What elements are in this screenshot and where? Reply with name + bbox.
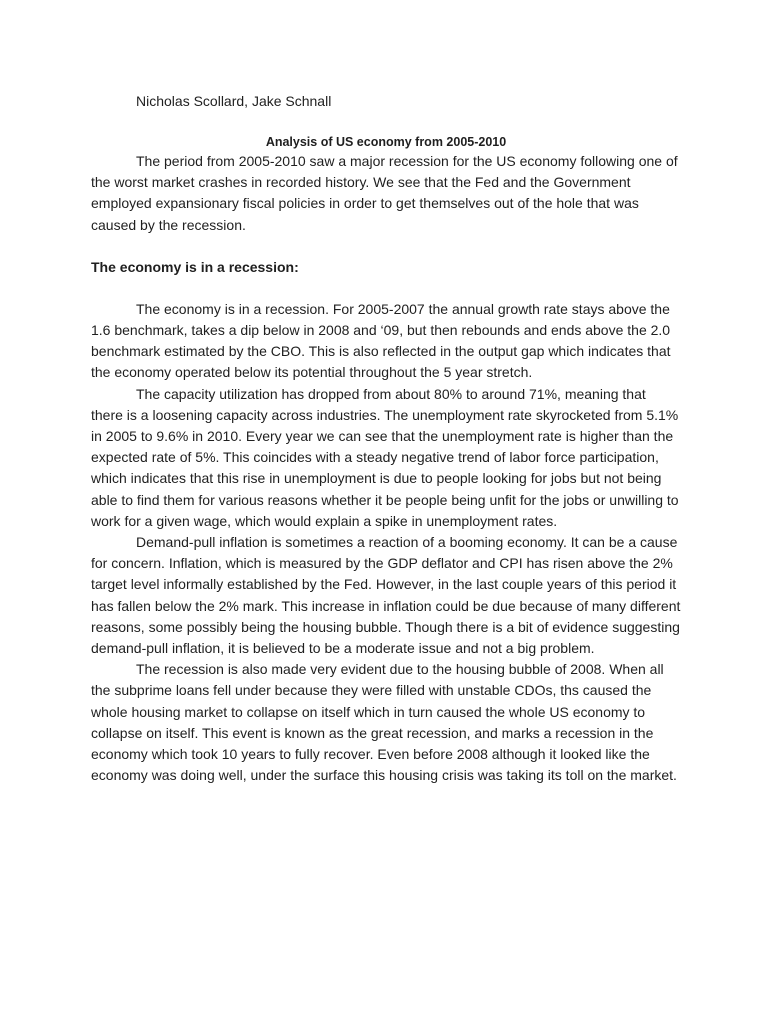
body-paragraph-inflation: Demand-pull inflation is sometimes a reaction of a booming economy. It can be a cause for concern. Inflation, which is measured by the GDP deflator and CPI has risen above the 2% target level informally established by the Fed. However, in the last couple years of this period it has fallen below the 2% mark. This increase in inflation could be due because of many different reasons, some possibly being the housing bubble. Though there is a bit of evidence suggesting demand-pull inflation, it is believed to be a moderate issue and not a big problem.	[91, 534, 681, 657]
document-page	[91, 91, 681, 786]
intro-paragraph: The period from 2005-2010 saw a major recession for the US economy following one of the worst market crashes in recorded history. We see that the Fed and the Government employed expansionary fiscal policies in order to get themselves out of the hole that was caused by the recession.	[91, 153, 678, 233]
document-title: Analysis of US economy from 2005-2010	[265, 135, 507, 149]
section-heading: The economy is in a recession:	[91, 258, 299, 275]
body-paragraph-housing: The recession is also made very evident due to the housing bubble of 2008. When all the subprime loans fell under because they were filled with unstable CDOs, ths caused the whole housing market to collapse on itself which in turn caused the whole US economy to collapse on itself. This event is known as the great recession, and marks a recession in the economy which took 10 years to fully recover. Even before 2008 although it looked like the economy was doing well, under the surface this housing crisis was taking its toll on the market.	[91, 661, 677, 784]
body-paragraph-growth: The economy is in a recession. For 2005-2007 the annual growth rate stays above the 1.6 benchmark, takes a dip below in 2008 and ‘09, but then rebounds and ends above the 2.0 benchmark estimated by the CBO. This is also reflected in the output gap which indicates that the economy operated below its potential throughout the 5 year stretch.	[91, 300, 671, 381]
author-line: Nicholas Scollard, Jake Schnall	[136, 93, 332, 109]
body-paragraph-capacity: The capacity utilization has dropped from about 80% to around 71%, meaning that there is a loosening capacity across industries. The unemployment rate skyrocketed from 5.1% in 2005 to 9.6% in 2010. Every year we can see that the unemployment rate is higher than the expected rate of 5%. This coincides with a steady negative trend of labor force participation, which indicates that this rise in unemployment is due to people looking for jobs but not being able to find them for various reasons whether it be people being unfit for the jobs or unwilling to work for a given wage, which would explain a spike in unemployment rates.	[91, 385, 679, 529]
